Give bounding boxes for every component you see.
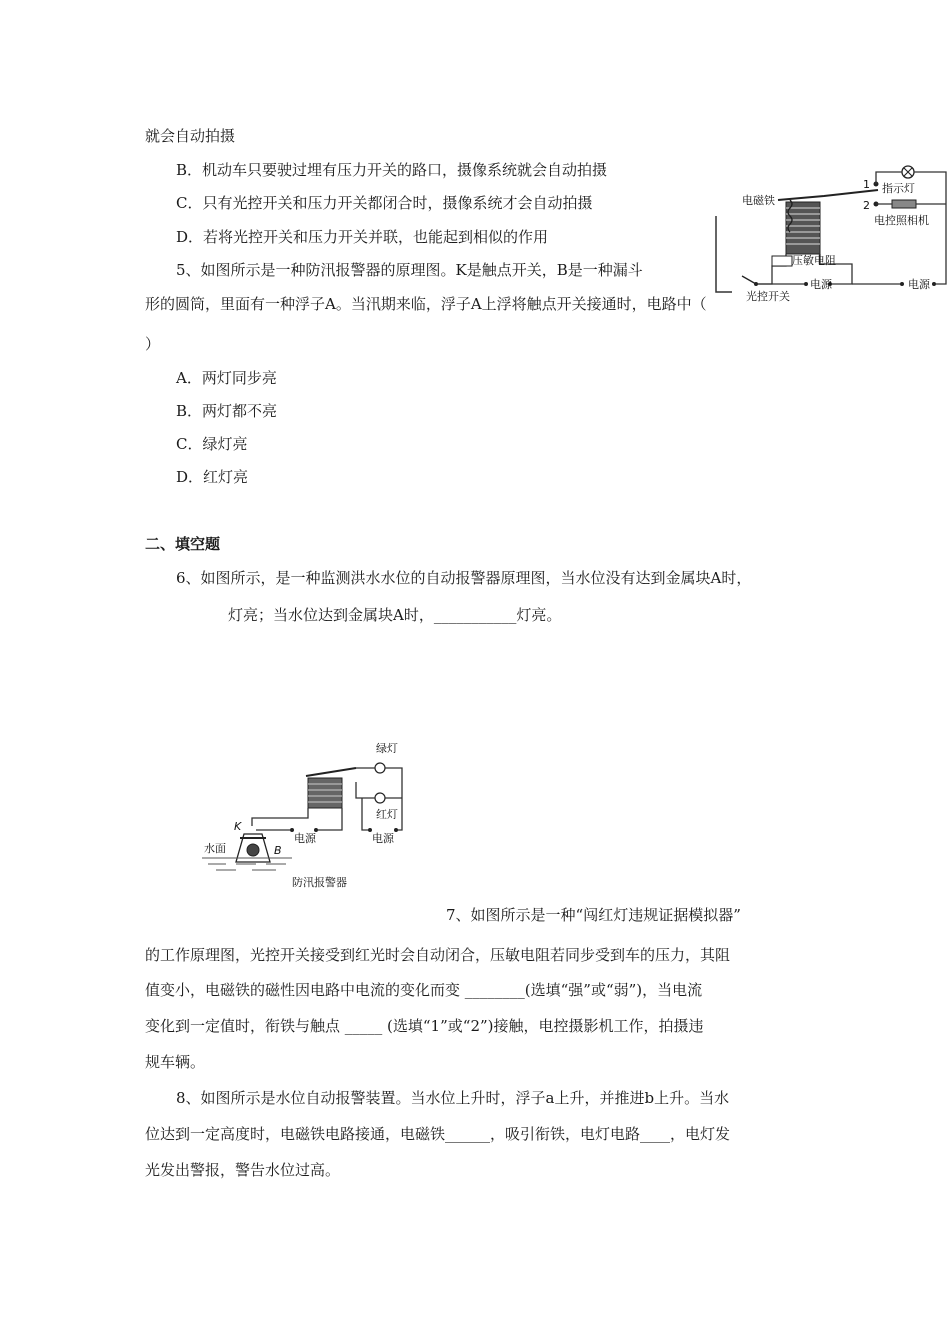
green-lamp-label: 绿灯 bbox=[376, 742, 398, 755]
q6-line1: 6、如图所示，是一种监测洪水水位的自动报警器原理图，当水位没有达到金属块A时， bbox=[176, 569, 752, 587]
q5-option-c: C．绿灯亮 bbox=[176, 435, 248, 453]
red-light-circuit-figure bbox=[712, 160, 950, 302]
green-lamp-icon bbox=[375, 763, 385, 773]
q5-line2: 形的圆筒，里面有一种浮子A。当汛期来临，浮子A上浮将触点开关接通时，电路中（ bbox=[145, 295, 707, 313]
q8-line2: 位达到一定高度时，电磁铁电路接通，电磁铁______，吸引衔铁，电灯电路____，电灯发 bbox=[145, 1125, 731, 1143]
contact-2-label: 2 bbox=[863, 199, 870, 212]
q7-line5: 规车辆。 bbox=[145, 1053, 206, 1071]
q5-option-d: D．红灯亮 bbox=[176, 468, 249, 486]
q4-tail: 就会自动拍摄 bbox=[145, 127, 236, 145]
power-2-label-flood: 电源 bbox=[372, 832, 394, 845]
q5-line1: 5、如图所示是一种防汛报警器的原理图。K是触点开关，B是一种漏斗 bbox=[176, 261, 643, 279]
q7-line2: 的工作原理图，光控开关接受到红光时会自动闭合，压敏电阻若同步受到车的压力，其阻 bbox=[145, 946, 731, 964]
camera-icon bbox=[892, 200, 916, 208]
q4-option-b: B．机动车只要驶过埋有压力开关的路口，摄像系统就会自动拍摄 bbox=[176, 161, 608, 179]
q5-line3: ） bbox=[145, 335, 161, 353]
q5-option-a: A．两灯同步亮 bbox=[176, 369, 277, 387]
q5-option-b: B．两灯都不亮 bbox=[176, 402, 278, 420]
power-1-label: 电源 bbox=[810, 278, 832, 291]
light-switch-label: 光控开关 bbox=[746, 290, 790, 302]
q8-line1: 8、如图所示是水位自动报警装置。当水位上升时，浮子a上升，并推进b上升。当水 bbox=[176, 1089, 730, 1107]
q8-line3: 光发出警报，警告水位过高。 bbox=[145, 1161, 341, 1179]
q4-option-d: D．若将光控开关和压力开关并联，也能起到相似的作用 bbox=[176, 228, 549, 246]
water-label: 水面 bbox=[204, 842, 226, 855]
indicator-label: 指示灯 bbox=[882, 182, 915, 195]
pressure-resistor-label: 压敏电阻 bbox=[792, 254, 836, 267]
flood-alarm-figure bbox=[196, 738, 420, 894]
electromagnet-label: 电磁铁 bbox=[742, 194, 775, 207]
q7-line4: 变化到一定值时，衔铁与触点 _____ (选填“1”或“2”)接触，电控摄影机工作，拍摄违 bbox=[145, 1017, 704, 1035]
k-label: K bbox=[234, 820, 242, 833]
b-label: B bbox=[274, 844, 282, 857]
power-1-label-flood: 电源 bbox=[294, 832, 316, 845]
contact-1-label: 1 bbox=[863, 178, 870, 191]
red-lamp-label: 红灯 bbox=[376, 808, 398, 821]
q7-line3: 值变小，电磁铁的磁性因电路中电流的变化而变 ________(选填“强”或“弱”)，当电流 bbox=[145, 981, 703, 999]
q6-line2: 灯亮；当水位达到金属块A时，___________灯亮。 bbox=[228, 606, 562, 624]
power-2-label: 电源 bbox=[908, 278, 930, 291]
red-lamp-icon bbox=[375, 793, 385, 803]
q7-line1: 7、如图所示是一种“闯红灯违规证据模拟器” bbox=[446, 906, 741, 924]
flood-caption: 防汛报警器 bbox=[292, 876, 347, 889]
q4-option-c: C．只有光控开关和压力开关都闭合时，摄像系统才会自动拍摄 bbox=[176, 194, 593, 212]
section-title: 二、填空题 bbox=[145, 535, 221, 553]
camera-label: 电控照相机 bbox=[874, 214, 929, 227]
